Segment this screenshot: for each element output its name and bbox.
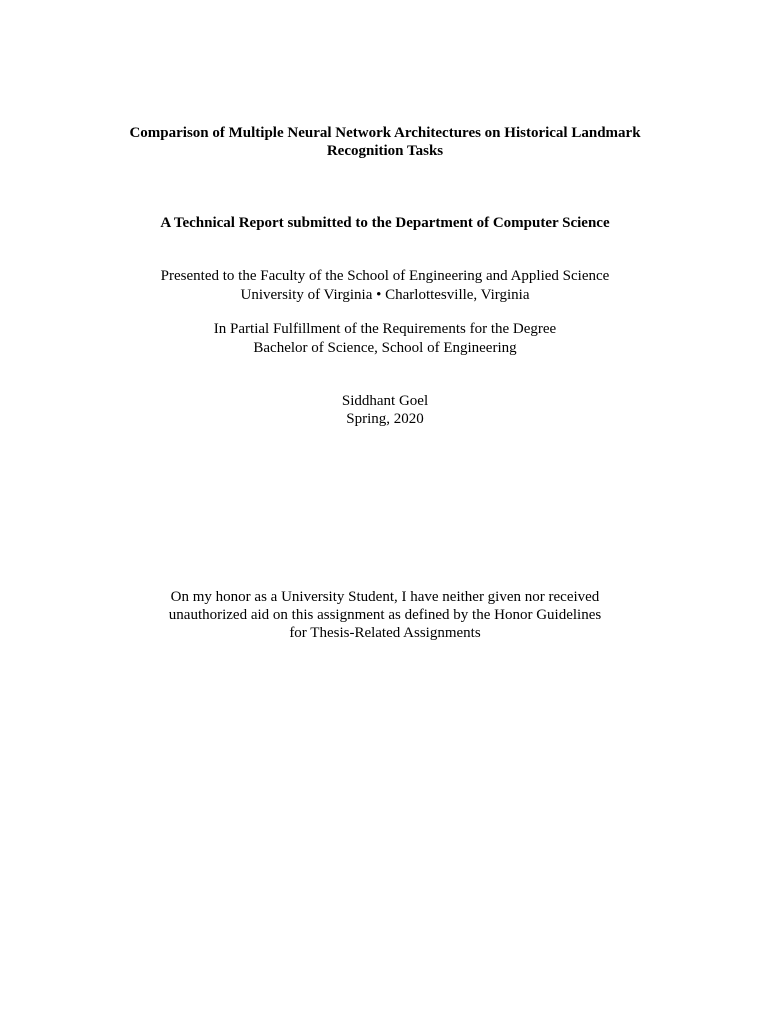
fulfillment-line-2: Bachelor of Science, School of Engineering [253, 340, 517, 356]
title-line-1: Comparison of Multiple Neural Network Architectures on Historical Landmark [129, 125, 641, 141]
honor-line-2: unauthorized aid on this assignment as defined by the Honor Guidelines [168, 607, 602, 623]
title-line-2: Recognition Tasks [326, 143, 444, 159]
report-subtitle: A Technical Report submitted to the Department of Computer Science [160, 215, 610, 231]
presented-line-2: University of Virginia • Charlottesville, Virginia [240, 287, 530, 303]
fulfillment-line-1: In Partial Fulfillment of the Requirements for the Degree [213, 321, 557, 337]
honor-line-3: for Thesis-Related Assignments [289, 625, 481, 641]
author-date: Spring, 2020 [346, 411, 424, 427]
author-name: Siddhant Goel [341, 393, 429, 409]
presented-line-1: Presented to the Faculty of the School of Engineering and Applied Science [160, 268, 610, 284]
honor-line-1: On my honor as a University Student, I have neither given nor received [170, 589, 600, 605]
